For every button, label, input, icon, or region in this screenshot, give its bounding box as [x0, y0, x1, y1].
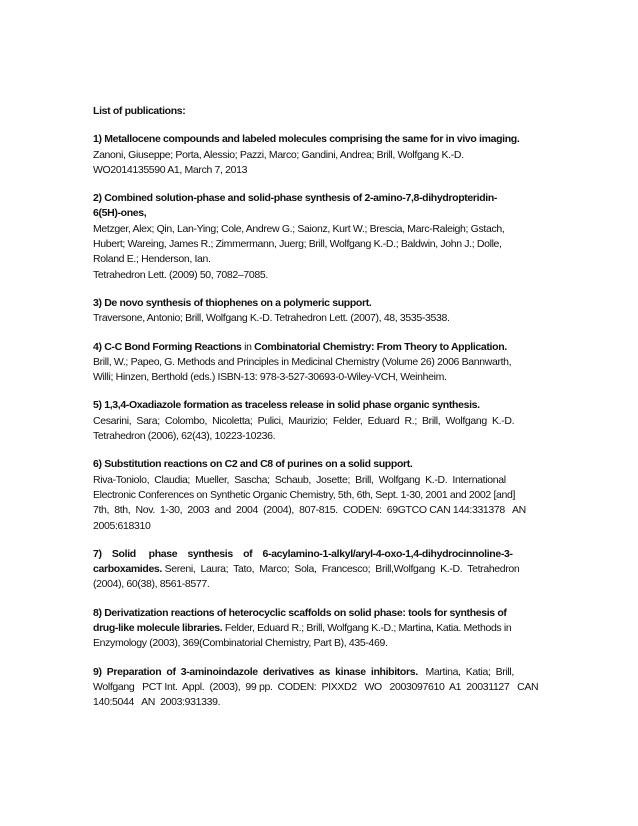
publication-reference: Brill, W.; Papeo, G. Methods and Principles in Medicinal Chemistry (Volume 26) 2006 Bannwarth, [93, 355, 512, 368]
publication-reference: 7th, 8th, Nov. 1-30, 2003 and 2004 (2004), 807-815. CODEN: 69GTCO CAN 144:331378 AN [93, 504, 526, 517]
publication-authors: Martina, Katia; Brill, [417, 665, 514, 678]
publication-reference: Wolfgang PCT Int. Appl. (2003), 99 pp. CODEN: PIXXD2 WO 2003097610 A1 20031127 CAN [93, 680, 539, 693]
publication-title: 3) De novo synthesis of thiophenes on a polymeric support. [93, 296, 372, 309]
publication-entry-8 [93, 606, 545, 652]
publication-authors: Riva-Toniolo, Claudia; Mueller, Sascha; Schaub, Josette; Brill, Wolfgang K.-D. International [93, 473, 506, 486]
publication-list [93, 100, 545, 711]
publication-title-cont: drug-like molecule libraries. [93, 622, 223, 635]
publication-title: 2) Combined solution-phase and solid-phase synthesis of 2-amino-7,8-dihydropteridin- [93, 192, 498, 205]
publication-reference: Enzymology (2003), 369(Combinatorial Chemistry, Part B), 435-469. [93, 637, 388, 650]
publication-entry-6 [93, 457, 545, 533]
publication-title: 4) C-C Bond Forming Reactions [93, 340, 242, 353]
publication-reference: Willi; Hinzen, Berthold (eds.) ISBN-13: 978-3-527-30693-0-Wiley-VCH, Weinheim. [93, 371, 447, 384]
publication-entry-7 [93, 547, 545, 593]
publication-entry-5 [93, 398, 545, 444]
publication-title: 8) Derivatization reactions of heterocyclic scaffolds on solid phase: tools for synthesis of [93, 606, 507, 619]
publication-entry-3 [93, 296, 545, 327]
publication-entry-2 [93, 191, 545, 283]
publication-reference: WO2014135590 A1, March 7, 2013 [93, 163, 248, 176]
publication-title: 1) Metallocene compounds and labeled molecules comprising the same for in vivo imaging. [93, 133, 520, 146]
publication-authors: Cesarini, Sara; Colombo, Nicoletta; Pulici, Maurizio; Felder, Eduard R.; Brill, Wolfgang K.-D. [93, 414, 515, 427]
publication-entry-1 [93, 132, 545, 178]
publication-authors: Hubert; Wareing, James R.; Zimmermann, Juerg; Brill, Wolfgang K.-D.; Baldwin, John J.; Dolle, [93, 238, 502, 251]
publication-reference: Traversone, Antonio; Brill, Wolfgang K.-D. Tetrahedron Lett. (2007), 48, 3535-3538. [93, 312, 450, 325]
publication-title: 7) Solid phase synthesis of 6-acylamino-1-alkyl/aryl-4-oxo-1,4-dihydrocinnoline-3- [93, 547, 513, 560]
publication-book-title: Combinatorial Chemistry: From Theory to Application. [254, 340, 507, 353]
publication-authors: Sereni, Laura; Tato, Marco; Sola, Francesco; Brill,Wolfgang K.-D. Tetrahedron [162, 563, 520, 576]
publication-entry-9 [93, 665, 545, 711]
publication-authors: Felder, Eduard R.; Brill, Wolfgang K.-D.; Martina, Katia. Methods in [222, 622, 512, 635]
publication-reference: 140:5044 AN 2003:931339. [93, 696, 221, 709]
publication-reference: Tetrahedron Lett. (2009) 50, 7082–7085. [93, 268, 268, 281]
publication-title: 9) Preparation of 3-aminoindazole derivatives as kinase inhibitors. [93, 665, 418, 678]
publication-reference: Tetrahedron (2006), 62(43), 10223-10236. [93, 430, 276, 443]
publication-title: 5) 1,3,4-Oxadiazole formation as traceless release in solid phase organic synthesis. [93, 399, 480, 412]
publication-title-cont: 6(5H)-ones, [93, 207, 147, 220]
publication-reference: (2004), 60(38), 8561-8577. [93, 578, 210, 591]
page-title: List of publications: [93, 105, 186, 117]
publication-reference: Electronic Conferences on Synthetic Organic Chemistry, 5th, 6th, Sept. 1-30, 2001 and 2002 [and] [93, 488, 516, 501]
publication-authors: Roland E.; Henderson, Ian. [93, 253, 211, 266]
publication-title: 6) Substitution reactions on C2 and C8 of purines on a solid support. [93, 458, 413, 471]
publication-authors: Metzger, Alex; Qin, Lan-Ying; Cole, Andrew G.; Saionz, Kurt W.; Brescia, Marc-Raleigh; Gstach, [93, 222, 505, 235]
publication-title-connector: in [241, 340, 255, 353]
publication-authors: Zanoni, Giuseppe; Porta, Alessio; Pazzi, Marco; Gandini, Andrea; Brill, Wolfgang K.-D. [93, 148, 464, 161]
publication-title-cont: carboxamides. [93, 563, 162, 576]
publication-reference: 2005:618310 [93, 519, 151, 532]
publication-entry-4 [93, 340, 545, 386]
